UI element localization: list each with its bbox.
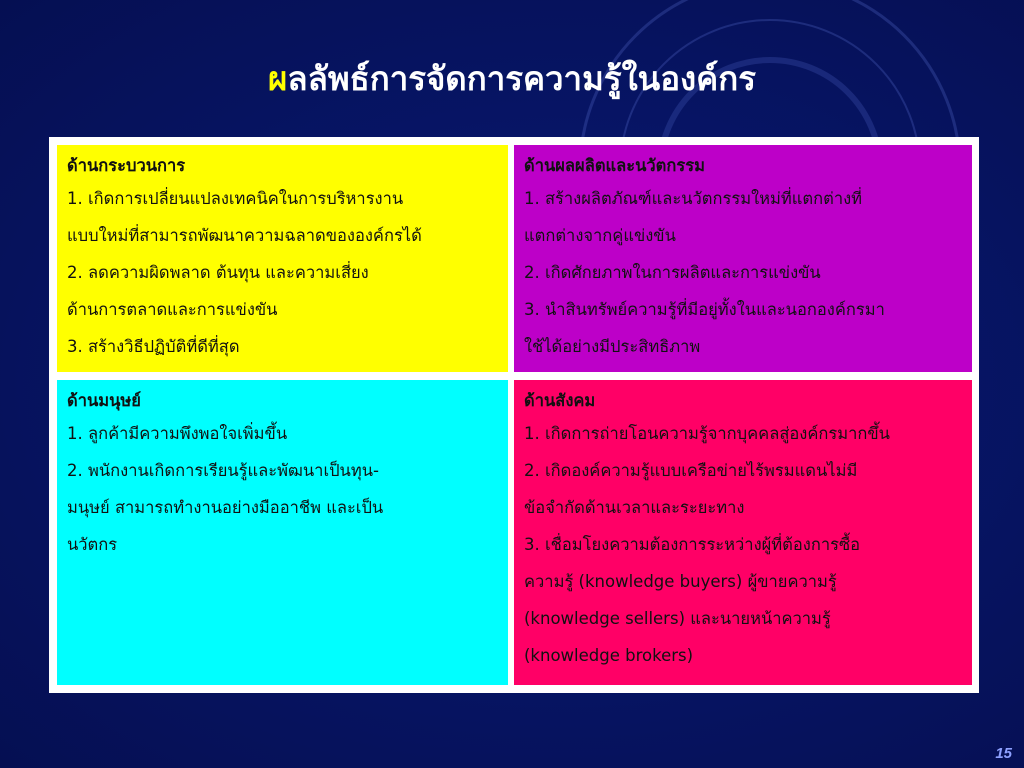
cell-process-line: ด้านการตลาดและการแข่งขัน	[67, 300, 278, 319]
slide-title-rest: ลลัพธ์การจัดการความรู้ในองค์กร	[287, 59, 756, 98]
cell-society	[514, 380, 972, 685]
cell-society-heading: ด้านสังคม	[524, 391, 596, 410]
outcome-grid	[49, 137, 979, 693]
cell-society-line: ข้อจำกัดด้านเวลาและระยะทาง	[524, 498, 745, 517]
cell-people-line: 1. ลูกค้ามีความพึงพอใจเพิ่มขึ้น	[67, 424, 288, 443]
cell-process-line: 3. สร้างวิธีปฏิบัติที่ดีที่สุด	[67, 337, 240, 356]
cell-people-line: 2. พนักงานเกิดการเรียนรู้และพัฒนาเป็นทุน-	[67, 461, 379, 480]
page-number: 15	[995, 745, 1012, 762]
cell-process-line: 2. ลดความผิดพลาด ต้นทุน และความเสี่ยง	[67, 263, 369, 282]
cell-society-line: 2. เกิดองค์ความรู้แบบเครือข่ายไร้พรมแดนไม่มี	[524, 461, 858, 480]
cell-society-line: ความรู้ (knowledge buyers) ผู้ขายความรู้	[524, 572, 837, 591]
cell-process-line: แบบใหม่ที่สามารถพัฒนาความฉลาดขององค์กรได้	[67, 226, 422, 245]
slide-title-first-letter: ผ	[268, 59, 288, 98]
cell-people-line: นวัตกร	[67, 535, 118, 554]
cell-process	[57, 145, 508, 372]
cell-people	[57, 380, 508, 685]
cell-process-heading: ด้านกระบวนการ	[67, 156, 186, 175]
cell-product-line: 1. สร้างผลิตภัณฑ์และนวัตกรรมใหม่ที่แตกต่างที่	[524, 189, 863, 208]
cell-society-line: (knowledge brokers)	[524, 646, 694, 665]
cell-product-heading: ด้านผลผลิตและนวัตกรรม	[524, 156, 705, 175]
cell-society-line: (knowledge sellers) และนายหน้าความรู้	[524, 609, 831, 628]
cell-product-line: แตกต่างจากคู่แข่งขัน	[524, 226, 676, 245]
cell-process-line: 1. เกิดการเปลี่ยนแปลงเทคนิคในการบริหารงาน	[67, 189, 404, 208]
cell-society-line: 1. เกิดการถ่ายโอนความรู้จากบุคคลสู่องค์กรมากขึ้น	[524, 424, 890, 443]
cell-product	[514, 145, 972, 372]
cell-product-line: 3. นำสินทรัพย์ความรู้ที่มีอยู่ทั้งในและนอกองค์กรมา	[524, 300, 885, 319]
cell-people-heading: ด้านมนุษย์	[67, 391, 141, 410]
cell-people-line: มนุษย์ สามารถทำงานอย่างมืออาชีพ และเป็น	[67, 498, 384, 517]
slide-title	[0, 52, 1024, 105]
cell-society-line: 3. เชื่อมโยงความต้องการระหว่างผู้ที่ต้องการซื้อ	[524, 535, 861, 554]
cell-product-line: ใช้ได้อย่างมีประสิทธิภาพ	[524, 337, 701, 356]
cell-product-line: 2. เกิดศักยภาพในการผลิตและการแข่งขัน	[524, 263, 821, 282]
